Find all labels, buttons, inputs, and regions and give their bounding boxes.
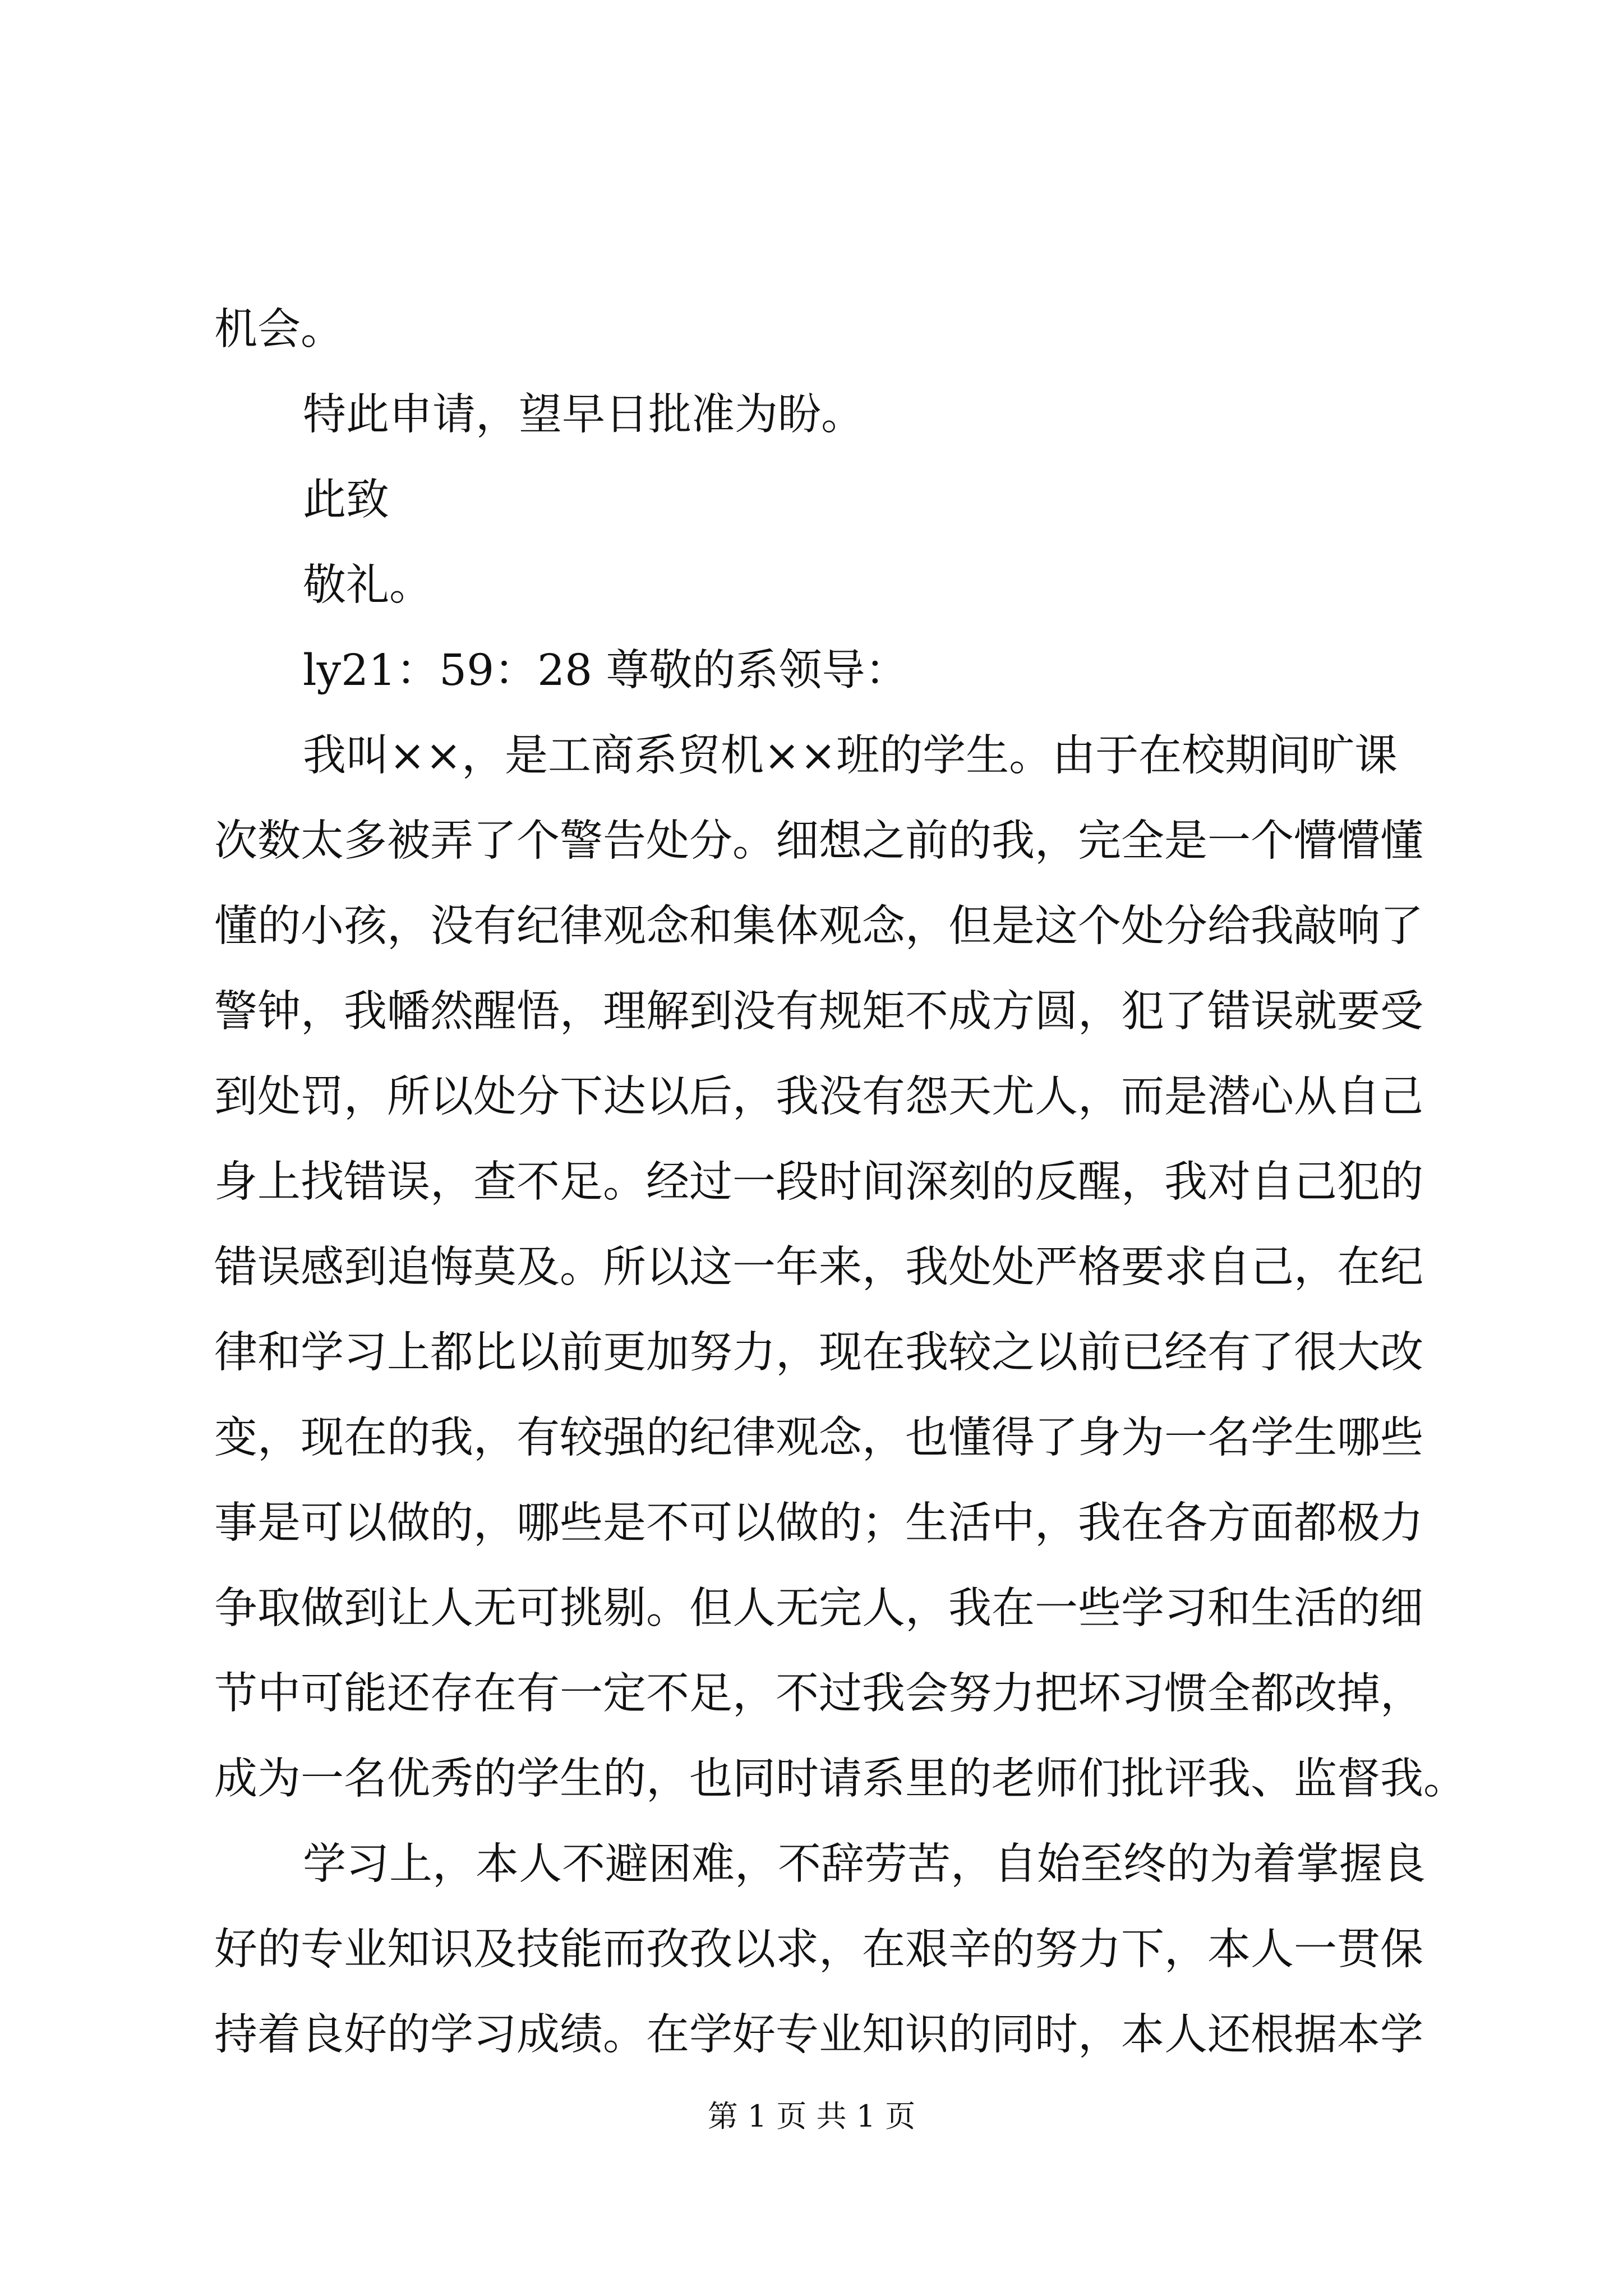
closing-line: 敬礼。 <box>303 560 432 610</box>
paragraph-line: 我叫××，是工商系贸机××班的学生。由于在校期间旷课 <box>303 731 1398 781</box>
paragraph-line: 懂的小孩，没有纪律观念和集体观念，但是这个处分给我敲响了 <box>214 901 1423 951</box>
paragraph-line: 变，现在的我，有较强的纪律观念，也懂得了身为一名学生哪些 <box>214 1413 1423 1463</box>
text-line-2: 特此申请，望早日批准为盼。 <box>303 390 864 440</box>
paragraph-line: 律和学习上都比以前更加努力，现在我较之以前已经有了很大改 <box>214 1328 1423 1378</box>
paragraph-line: 次数太多被弄了个警告处分。细想之前的我，完全是一个懵懵懂 <box>214 816 1423 866</box>
paragraph-line: 警钟，我幡然醒悟，理解到没有规矩不成方圆，犯了错误就要受 <box>214 987 1423 1037</box>
page-number-footer: 第 1 页 共 1 页 <box>707 2099 916 2134</box>
paragraph-line: 节中可能还存在有一定不足，不过我会努力把坏习惯全都改掉， <box>214 1669 1423 1719</box>
salutation-line: 此致 <box>303 475 389 525</box>
paragraph-line: 争取做到让人无可挑剔。但人无完人，我在一些学习和生活的细 <box>214 1584 1423 1634</box>
text-line-1: 机会。 <box>214 305 344 355</box>
paragraph-line: 持着良好的学习成绩。在学好专业知识的同时，本人还根据本学 <box>214 2010 1423 2060</box>
paragraph-line: 成为一名优秀的学生的，也同时请系里的老师们批评我、监督我。 <box>214 1754 1467 1804</box>
paragraph-line: 好的专业知识及技能而孜孜以求，在艰辛的努力下，本人一贯保 <box>214 1925 1423 1975</box>
paragraph-line: 学习上，本人不避困难，不辞劳苦，自始至终的为着掌握良 <box>303 1839 1426 1889</box>
paragraph-line: 错误感到追悔莫及。所以这一年来，我处处严格要求自己，在纪 <box>214 1243 1423 1292</box>
paragraph-line: 身上找错误，查不足。经过一段时间深刻的反醒，我对自己犯的 <box>214 1157 1423 1207</box>
heading-line: ly21：59：28 尊敬的系领导： <box>303 646 909 696</box>
paragraph-line: 事是可以做的，哪些是不可以做的；生活中，我在各方面都极力 <box>214 1498 1423 1548</box>
paragraph-line: 到处罚，所以处分下达以后，我没有怨天尤人，而是潜心从自己 <box>214 1072 1423 1122</box>
